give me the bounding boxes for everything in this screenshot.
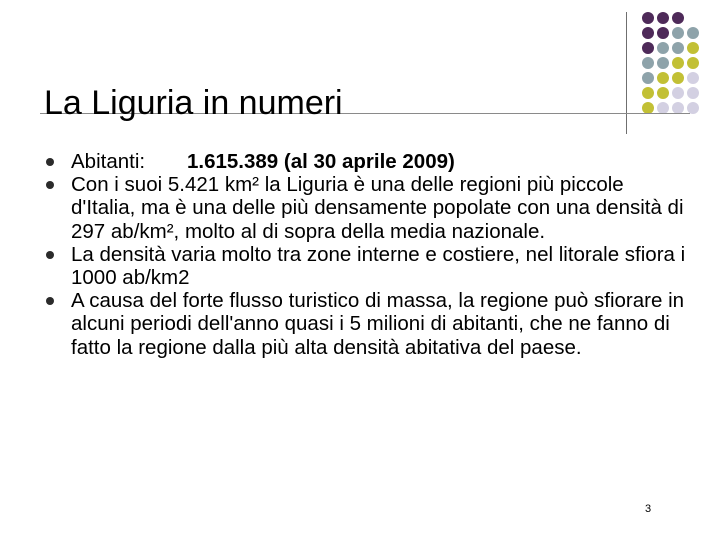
bullet-item — [46, 173, 686, 243]
decorative-dot — [687, 87, 699, 99]
decorative-dot — [672, 87, 684, 99]
decorative-dot — [672, 12, 684, 24]
decorative-dot — [642, 72, 654, 84]
decorative-dot — [642, 12, 654, 24]
decorative-dot — [642, 42, 654, 54]
decorative-dot — [672, 57, 684, 69]
bullet-list — [46, 150, 686, 359]
slide-title: La Liguria in numeri — [44, 83, 343, 122]
decorative-dot — [657, 12, 669, 24]
bullet-icon — [46, 251, 54, 259]
bullet-text: A causa del forte flusso turistico di massa, la regione può sfiorare in alcuni periodi dell'anno quasi i 5 milioni di abitanti, che ne fanno di fatto la regione dalla più alta densità abitativa del paese. — [71, 289, 685, 359]
bullet-icon — [46, 181, 54, 189]
decorative-dot — [642, 27, 654, 39]
vertical-divider-line — [626, 12, 627, 134]
decorative-dot — [672, 42, 684, 54]
bullet-text: La densità varia molto tra zone interne e costiere, nel litorale sfiora i 1000 ab/km2 — [71, 242, 686, 290]
decorative-dot-grid — [640, 10, 720, 120]
decorative-dot — [672, 72, 684, 84]
bullet-text: Con i suoi 5.421 km² la Liguria è una delle regioni più piccole d'Italia, ma è una delle più densamente popolate con una densità di 297 ab/km², molto al di sopra della media nazionale. — [71, 173, 684, 243]
bullet-item — [46, 289, 686, 359]
decorative-dot — [657, 27, 669, 39]
bullet-icon — [46, 297, 54, 305]
decorative-dot — [672, 27, 684, 39]
page-number: 3 — [645, 503, 652, 515]
decorative-dot — [687, 27, 699, 39]
decorative-dot — [657, 42, 669, 54]
decorative-dot — [687, 57, 699, 69]
bullet-item — [46, 150, 686, 173]
decorative-dot — [657, 57, 669, 69]
decorative-dot — [642, 57, 654, 69]
decorative-dot — [657, 72, 669, 84]
decorative-dot — [687, 72, 699, 84]
bullet-value: 1.615.389 (al 30 aprile 2009) — [187, 150, 455, 173]
bullet-icon — [46, 158, 54, 166]
decorative-dot — [687, 42, 699, 54]
bullet-item — [46, 243, 686, 289]
decorative-dot — [657, 87, 669, 99]
bullet-label: Abitanti: — [71, 150, 146, 173]
decorative-dot — [642, 87, 654, 99]
